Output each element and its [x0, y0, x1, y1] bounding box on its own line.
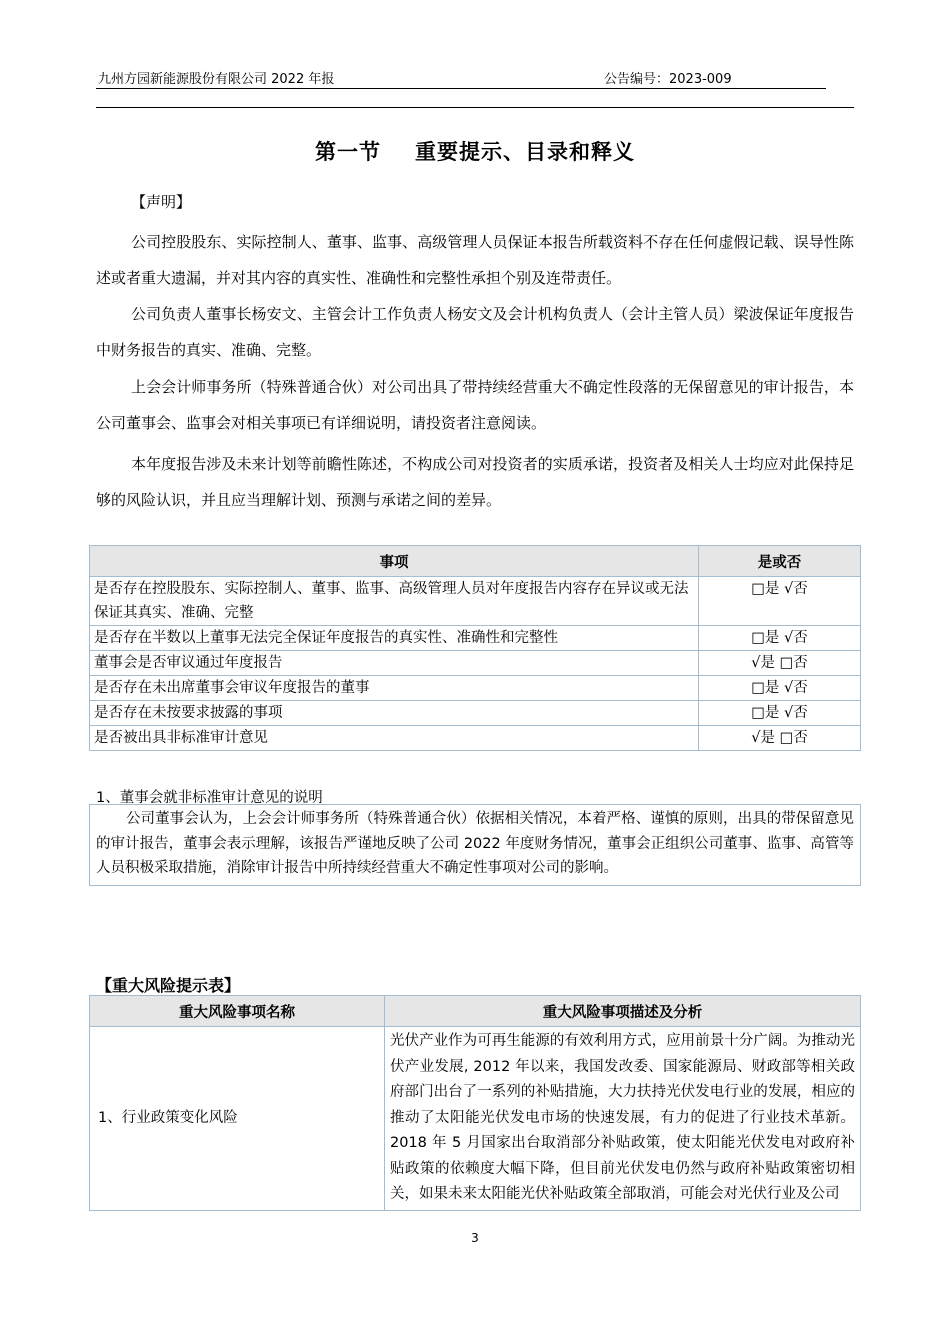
table-row — [90, 626, 861, 651]
page-title — [0, 136, 950, 166]
table-row — [90, 676, 861, 701]
declaration-paragraph: 公司负责人董事长杨安文、主管会计工作负责人杨安文及会计机构负责人（会计主管人员）梁波保证年度报告中财务报告的真实、准确、完整。 — [96, 305, 854, 359]
table-row — [90, 701, 861, 726]
table-row — [90, 577, 861, 626]
column-header-risk-name: 重大风险事项名称 — [90, 996, 385, 1027]
column-header-answer: 是或否 — [699, 546, 861, 577]
matters-table — [89, 545, 861, 751]
matter-answer: □是 √否 — [699, 701, 861, 726]
section-title: 重要提示、目录和释义 — [415, 140, 635, 164]
declaration-paragraph: 本年度报告涉及未来计划等前瞻性陈述，不构成公司对投资者的实质承诺，投资者及相关人士均应对此保持足够的风险认识，并且应当理解计划、预测与承诺之间的差异。 — [96, 455, 854, 509]
column-header-item: 事项 — [90, 546, 699, 577]
risk-table — [89, 995, 861, 1211]
column-header-risk-description: 重大风险事项描述及分析 — [385, 996, 861, 1027]
matter-item: 董事会是否审议通过年度报告 — [90, 651, 699, 676]
header-company-report: 九州方园新能源股份有限公司 2022 年报 — [98, 72, 335, 87]
table-row — [90, 726, 861, 751]
matter-item: 是否存在未出席董事会审议年度报告的董事 — [90, 676, 699, 701]
matter-answer: □是 √否 — [699, 676, 861, 701]
matter-item: 是否存在未按要求披露的事项 — [90, 701, 699, 726]
table-header-row — [90, 996, 861, 1027]
header-divider-thick — [96, 107, 854, 108]
risk-name: 1、行业政策变化风险 — [90, 1027, 385, 1211]
matter-item: 是否存在控股股东、实际控制人、董事、监事、高级管理人员对年度报告内容存在异议或无法保证其真实、准确、完整 — [90, 577, 699, 626]
declaration-paragraph: 上会会计师事务所（特殊普通合伙）对公司出具了带持续经营重大不确定性段落的无保留意见的审计报告，本公司董事会、监事会对相关事项已有详细说明，请投资者注意阅读。 — [96, 378, 854, 432]
board-explanation-text: 公司董事会认为，上会会计师事务所（特殊普通合伙）依据相关情况，本着严格、谨慎的原则，出具的带保留意见的审计报告，董事会表示理解，该报告严谨地反映了公司 2022 年度财务情况，董事会正组织公司董事、监事、高管等人员积极采取措施，消除审计报告中所持续经营重大不确定性事项对公司的影响。 — [89, 804, 861, 886]
risk-table-label: 【重大风险提示表】 — [96, 976, 241, 995]
header-divider — [96, 88, 826, 89]
declaration-label: 【声明】 — [131, 193, 192, 211]
header-announcement-no: 公告编号：2023-009 — [604, 72, 732, 87]
matter-answer: √是 □否 — [699, 651, 861, 676]
matter-answer: □是 √否 — [699, 577, 861, 626]
declaration-paragraph: 公司控股股东、实际控制人、董事、监事、高级管理人员保证本报告所载资料不存在任何虚假记载、误导性陈述或者重大遗漏，并对其内容的真实性、准确性和完整性承担个别及连带责任。 — [96, 233, 854, 287]
table-row — [90, 651, 861, 676]
table-row — [90, 1027, 861, 1211]
section-number: 第一节 — [315, 140, 381, 164]
table-header-row — [90, 546, 861, 577]
risk-description: 光伏产业作为可再生能源的有效利用方式，应用前景十分广阔。为推动光伏产业发展, 2012 年以来，我国发改委、国家能源局、财政部等相关政府部门出台了一系列的补贴措施，大力扶持光伏发电行业的发展，相应的推动了太阳能光伏发电市场的快速发展，有力的促进了行业技术革新。2018 年 5 月国家出台取消部分补贴政策，使太阳能光伏发电对政府补贴政策的依赖度大幅下降，但目前光伏发电仍然与政府补贴政策密切相关，如果未来太阳能光伏补贴政策全部取消，可能会对光伏行业及公司 — [385, 1027, 861, 1211]
matter-answer: □是 √否 — [699, 626, 861, 651]
matter-answer: √是 □否 — [699, 726, 861, 751]
matter-item: 是否被出具非标准审计意见 — [90, 726, 699, 751]
page-number: 3 — [471, 1231, 479, 1245]
board-explanation-heading: 1、董事会就非标准审计意见的说明 — [96, 790, 323, 806]
matter-item: 是否存在半数以上董事无法完全保证年度报告的真实性、准确性和完整性 — [90, 626, 699, 651]
